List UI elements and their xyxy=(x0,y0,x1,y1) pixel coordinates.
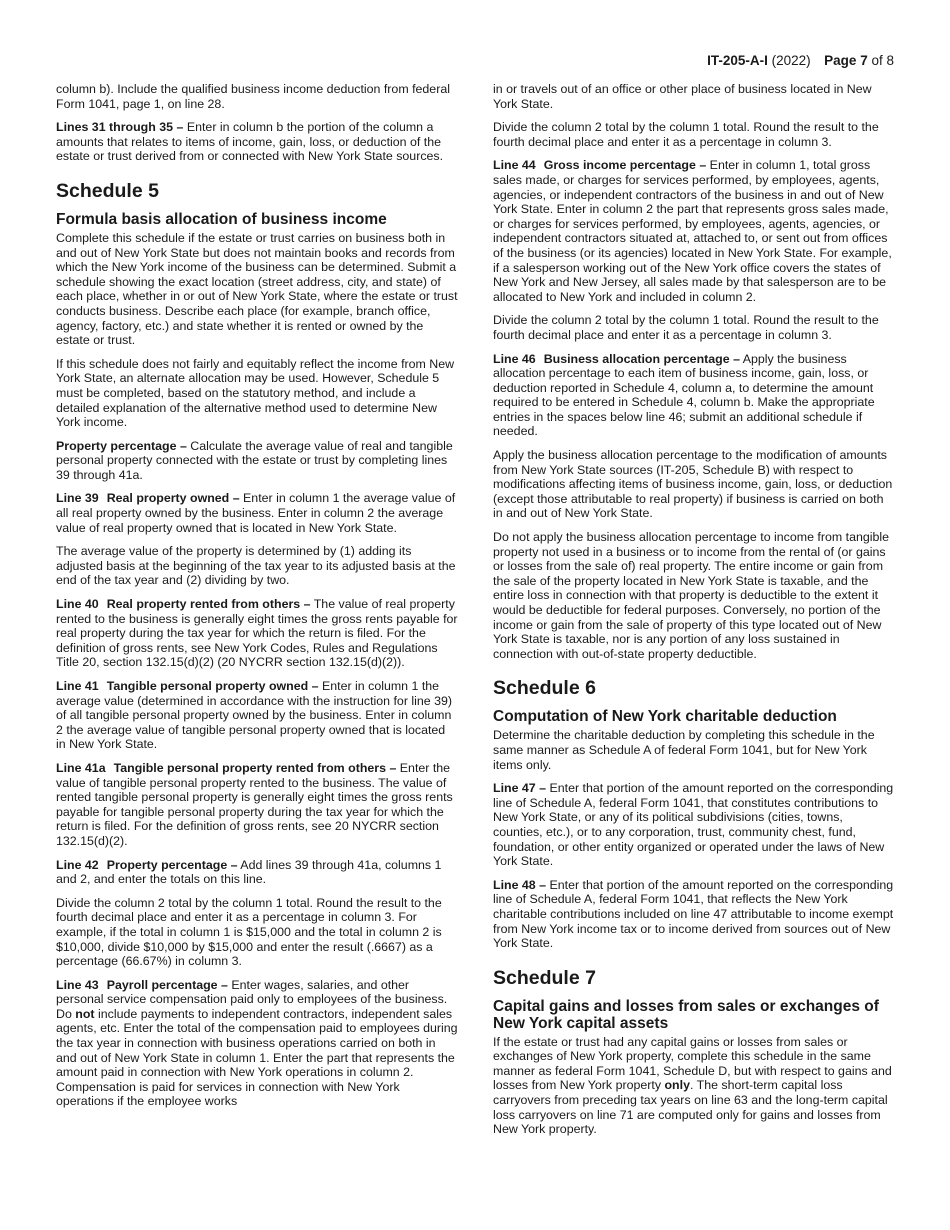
line-text: Enter in column 1, total gross sales made, or charges for services performed, by employees, agents, agencies, or independent contractors of the business in and out of New York State. Enter in column 2 the part that represents gross sales made, or charges for services performed, by employees, agents, agencies, or independent contractors situated at, attached to, or sent out from offices of the business (or its agencies) located in New York State. For example, if a salesperson working out of the New York office covers the states of New York and New Jersey, all sales made by that salesperson are to be allocated to New York and included in column 2. xyxy=(493,158,892,304)
line-title: Tangible personal property rented from others – xyxy=(113,760,397,775)
form-number: IT-205-A-I xyxy=(707,53,768,68)
line-title: Tangible personal property owned – xyxy=(106,679,319,693)
line-label: Line 48 – xyxy=(493,877,547,892)
line-text: Apply the business allocation percentage to each item of business income, gain, loss, or deduction reported in Schedule 4, column a, to determine the amount required to be entered in Schedule 4, column b. Make the appropriate entries in the spaces below line 46; submit an additional schedule if needed. xyxy=(493,351,875,439)
line-label: Property percentage – xyxy=(56,438,187,453)
line-title: Business allocation percentage – xyxy=(543,351,740,366)
line-text: If the estate or trust had any capital gains or losses from sales or exchanges of New York property, complete this schedule in the same manner as federal Form 1041, Schedule D, but with respect to gains and losses from New York property xyxy=(493,1034,892,1093)
line-number: Line 41 xyxy=(56,679,99,693)
line-40-instruction xyxy=(56,597,458,670)
schedule-5-subheading: Formula basis allocation of business income xyxy=(56,210,387,228)
schedule-7-subheading: Capital gains and losses from sales or exchanges of New York capital assets xyxy=(493,997,879,1032)
line-48-instruction xyxy=(493,878,895,951)
paragraph: Divide the column 2 total by the column 1 total. Round the result to the fourth decimal place and enter it as a percentage in column 3. For example, if the total in column 1 is $15,000 and the total in column 2 is $10,000, divide $10,000 by $15,000 and enter the result (.6667) as a percentage (66.67%) in column 3. xyxy=(56,895,442,969)
paragraph: column b). Include the qualified business income deduction from federal Form 1041, page 1, on line 28. xyxy=(56,82,450,111)
line-text: Enter that portion of the amount reported on the corresponding line of Schedule A, federal Form 1041, that reflects the New York charitable contributions included on line 47 attributable to income exempt from New York income tax or to income derived from sources out of New York State. xyxy=(493,877,894,951)
line-39-instruction xyxy=(56,491,458,535)
line-number: Line 42 xyxy=(56,857,99,872)
line-text: Enter that portion of the amount reported on the corresponding line of Schedule A, federal Form 1041, that constitutes contributions to New York State, or any of its political subdivisions (cities, towns, counties, etc.), or to any corporation, trust, community chest, fund, foundation, or other entity organized or operated under the laws of New York State. xyxy=(493,781,894,869)
line-number: Line 39 xyxy=(56,491,99,506)
line-47-instruction xyxy=(493,781,895,869)
paragraph: in or travels out of an office or other place of business located in New York State. xyxy=(493,82,872,111)
schedule-6-heading: Schedule 6 xyxy=(493,677,596,700)
page-header xyxy=(707,53,894,69)
line-text: Add lines 39 through 41a, columns 1 and 2, and enter the totals on this line. xyxy=(56,857,442,887)
line-label: Line 47 – xyxy=(493,781,547,796)
schedule-6-subheading: Computation of New York charitable deduction xyxy=(493,708,837,726)
line-number: Line 46 xyxy=(493,351,536,366)
property-percentage-instruction xyxy=(56,439,458,483)
line-41a-instruction xyxy=(56,761,458,849)
line-text: Calculate the average value of real and tangible personal property connected with the estate or trust by completing lines 39 through 41a. xyxy=(56,438,453,482)
paragraph: Do not apply the business allocation percentage to income from tangible property not used in a business or to income from the rental of (or gains or losses from the sale of) real property. The entire income or gain from the sale of the property located in New York State is taxable, and the entire loss in connection with that property is deductible to the extent it would be deductible for federal purposes. Conversely, no portion of the income or gain from the sale of property of this type located out of New York State is taxable, nor is any portion of any loss sustained in connection with out-of-state property deductible. xyxy=(493,530,890,661)
line-text: Enter in column b the portion of the column a amounts that relates to items of income, gain, loss, or deduction of the estate or trust derived from or connected with New York State sources. xyxy=(56,120,444,164)
line-number: Line 44 xyxy=(493,158,536,173)
line-title: Real property owned – xyxy=(106,491,240,506)
line-41-instruction xyxy=(56,679,458,752)
line-number: Line 41a xyxy=(56,760,106,775)
line-text: Enter in column 1 the average value of all real property owned by the business. Enter in column 2 the average value of real property owned that is located in New York State. xyxy=(56,491,456,535)
line-text: The value of real property rented to the business is generally eight times the gross rents payable for real property during the tax year for which the return is filed. For the definition of gross rents, see New York Codes, Rules and Regulations Title 20, section 132.15(d)(2) (20 NYCRR section 132.15(d)(2)). xyxy=(56,597,458,670)
line-number: Line 43 xyxy=(56,977,99,992)
schedule-7-instruction xyxy=(493,1035,895,1137)
paragraph: Divide the column 2 total by the column 1 total. Round the result to the fourth decimal place and enter it as a percentage in column 3. xyxy=(493,313,879,342)
lines-31-35-instruction xyxy=(56,120,458,164)
paragraph: The average value of the property is determined by (1) adding its adjusted basis at the beginning of the tax year to its adjusted basis at the end of the tax year and (2) dividing by two. xyxy=(56,544,456,588)
left-column xyxy=(56,82,458,1118)
line-title: Gross income percentage – xyxy=(543,158,707,173)
emphasis-only: only xyxy=(664,1078,690,1093)
line-text: include payments to independent contractors, independent sales agents, etc. Enter the total of the compensation paid to employees during the tax year in connection with business operations carried on both in and out of New York State in column 1. Enter the part that represents the amount paid in connection with New York operations in column 2. Compensation is paid for services in connection with New York operations if the employee works xyxy=(56,1006,458,1109)
line-number: Line 40 xyxy=(56,597,99,612)
paragraph: If this schedule does not fairly and equitably reflect the income from New York State, an alternate allocation may be used. However, Schedule 5 must be completed, based on the statutory method, and include a detailed explanation of the alternative method used to determine New York income. xyxy=(56,356,455,430)
page-number: Page 7 xyxy=(824,53,868,68)
line-text: Enter the value of tangible personal property rented to the business. The value of rented tangible personal property is generally eight times the gross rents payable for tangible personal property during the tax year for which the return is filed. For the definition of gross rents, see 20 NYCRR section 132.15(d)(2). xyxy=(56,760,453,848)
line-text: Enter wages, salaries, and other personal service compensation paid only to employees of the business. Do xyxy=(56,977,448,1021)
line-text: Enter in column 1 the average value (determined in accordance with the instruction for line 39) of all tangible personal property owned by the business. Enter in column 2 the average value of tangible personal property owned that is located in New York State. xyxy=(56,679,453,752)
line-text: . The short-term capital loss carryovers from preceding tax years on line 63 and the long-term capital loss carryovers on line 71 are computed only for gains and losses from New York property. xyxy=(493,1078,888,1137)
line-label: Lines 31 through 35 – xyxy=(56,120,184,135)
schedule-5-heading: Schedule 5 xyxy=(56,179,159,202)
emphasis-not: not xyxy=(75,1006,95,1021)
line-43-instruction xyxy=(56,978,458,1109)
line-title: Real property rented from others – xyxy=(106,597,311,612)
paragraph: Determine the charitable deduction by completing this schedule in the same manner as Schedule A of federal Form 1041, but for New York items only. xyxy=(493,728,875,772)
form-year: (2022) xyxy=(771,53,811,68)
schedule-7-heading: Schedule 7 xyxy=(493,966,596,989)
line-46-instruction xyxy=(493,352,895,440)
line-42-instruction xyxy=(56,858,458,887)
line-44-instruction xyxy=(493,158,895,304)
page-total: of 8 xyxy=(871,53,894,68)
line-title: Payroll percentage – xyxy=(106,977,228,992)
paragraph: Apply the business allocation percentage to the modification of amounts from New York State sources (IT-205, Schedule B) with respect to modifications affecting items of business income, gain, loss, or deduction (except those attributable to real property) if business is carried on both in and out of New York State. xyxy=(493,448,893,521)
paragraph: Complete this schedule if the estate or trust carries on business both in and out of New York State but does not maintain books and records from which the New York income of the business can be determined. Submit a schedule showing the exact location (street address, city, and state) of each place, whether in or out of New York State, where the estate or trust conducts business. Describe each place (for example, branch office, agency, factory, etc.) and state whether it is rented or owned by the estate or trust. xyxy=(56,230,458,348)
right-column xyxy=(493,82,895,1146)
line-title: Property percentage – xyxy=(106,857,238,872)
paragraph: Divide the column 2 total by the column 1 total. Round the result to the fourth decimal place and enter it as a percentage in column 3. xyxy=(493,120,879,149)
